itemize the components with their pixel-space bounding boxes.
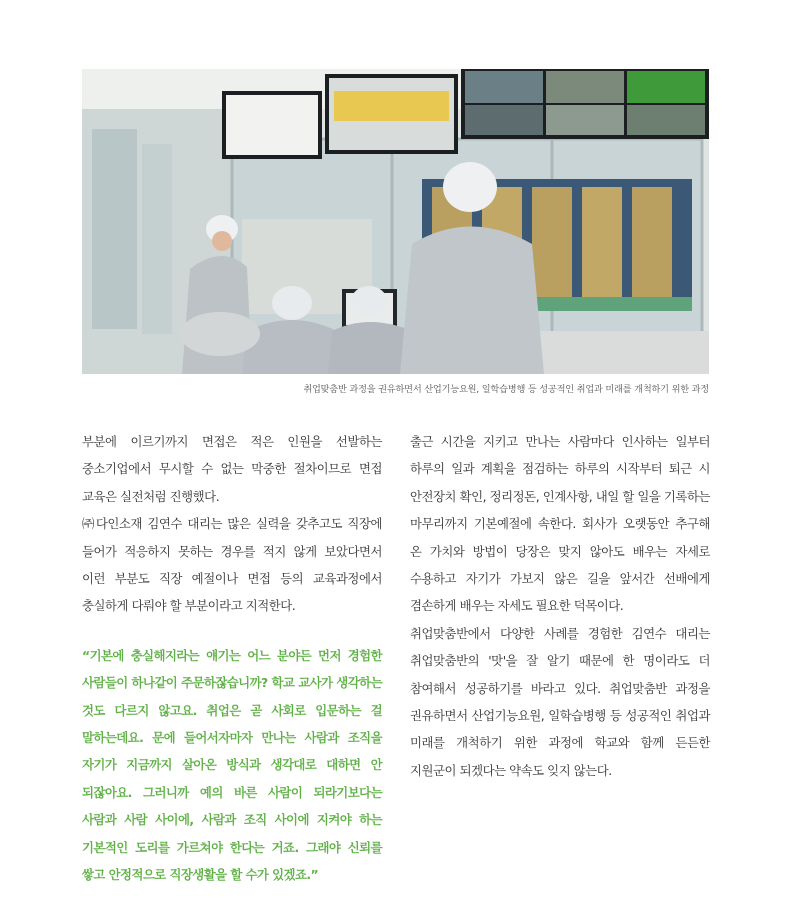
- paragraph: 취업맞춤반에서 다양한 사례를 경험한 김연수 대리는 취업맞춤반의 '맛'을 잘 알기 때문에 한 명이라도 더 참여해서 성공하기를 바라고 있다. 취업맞춤반 과정을 권유하면서 산업기능요원, 일학습병행 등 성공적인 취업과 미래를 개척하기 위한 과정에 학교와 함께 든든한 지원군이 되겠다는 약속도 잊지 않는다.: [410, 625, 710, 778]
- photo-caption: 취업맞춤반 과정을 권유하면서 산업기능요원, 일학습병행 등 성공적인 취업과 미래를 개척하기 위한 과정: [303, 384, 709, 395]
- left-column: [82, 428, 382, 889]
- paragraph: 출근 시간을 지키고 만나는 사람마다 인사하는 일부터 하루의 일과 계획을 점검하는 하루의 시작부터 퇴근 시 안전장치 확인, 정리정돈, 인계사항, 내일 할 일을 기록하는 마무리까지 기본예절에 속한다. 회사가 오랫동안 추구해 온 가치와 방법이 당장은 맞지 않아도 배우는 자세로 수용하고 자기가 가보지 않은 길을 앞서간 선배에게 겸손하게 배우는 자세도 필요한 덕목이다.: [410, 434, 710, 614]
- paragraph: 부분에 이르기까지 면접은 적은 인원을 선발하는 중소기업에서 무시할 수 없는 막중한 절차이므로 면접 교육은 실전처럼 진행했다.: [82, 434, 382, 504]
- right-column: [410, 428, 710, 784]
- control-room-photo: [82, 69, 709, 374]
- paragraph: ㈜다인소재 김연수 대리는 많은 실력을 갖추고도 직장에 들어가 적응하지 못하는 경우를 적지 않게 보았다면서 이런 부분도 직장 예절이나 면접 등의 교육과정에서 충실하게 다뤄야 할 부분이라고 지적한다.: [82, 516, 382, 614]
- interview-quote: “기본에 충실해지라는 얘기는 어느 분야든 먼저 경험한 사람들이 하나같이 주문하잖습니까? 학교 교사가 생각하는 것도 다르지 않고요. 취업은 곧 사회로 입문하는 걸 말하는데요. 문에 들어서자마자 만나는 사람과 조직을 자기가 지금까지 살아온 방식과 생각대로 대하면 안 되잖아요. 그러니까 예의 바른 사람이 되라기보다는 사람과 사람 사이에, 사람과 조직 사이에 지켜야 하는 기본적인 도리를 가르쳐야 한다는 거죠. 그래야 신뢰를 쌓고 안정적으로 직장생활을 할 수가 있겠죠.”: [82, 647, 382, 883]
